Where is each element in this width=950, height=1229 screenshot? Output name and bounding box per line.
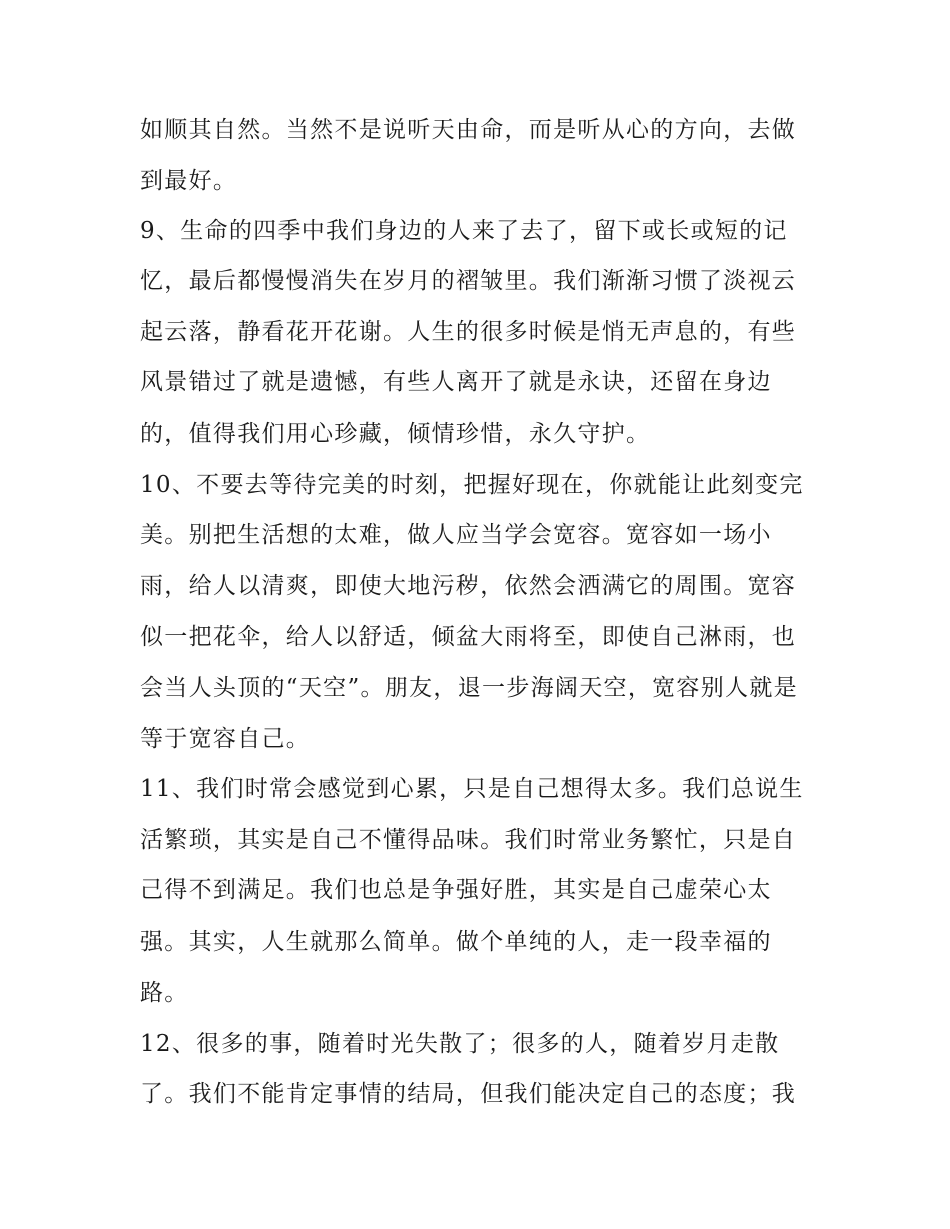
text-line: 了。我们不能肯定事情的结局，但我们能决定自己的态度；我 xyxy=(140,1081,797,1107)
text-line: 强。其实，人生就那么简单。做个单纯的人，走一段幸福的 xyxy=(140,929,772,955)
text-line: 会当人头顶的“天空”。朋友，退一步海阔天空，宽容别人就是 xyxy=(140,675,798,701)
text-line: 起云落，静看花开花谢。人生的很多时候是悄无声息的，有些 xyxy=(140,319,797,345)
text-line: 美。别把生活想的太难，做人应当学会宽容。宽容如一场小 xyxy=(140,522,772,548)
text-line: 路。 xyxy=(140,980,189,1006)
text-line: 雨，给人以清爽，即使大地污秽，依然会洒满它的周围。宽容 xyxy=(140,573,797,599)
text-line: 12、很多的事，随着时光失散了；很多的人，随着岁月走散 xyxy=(140,1031,780,1057)
text-line: 9、生命的四季中我们身边的人来了去了，留下或长或短的记 xyxy=(140,218,788,244)
text-line: 11、我们时常会感觉到心累，只是自己想得太多。我们总说生 xyxy=(140,776,804,802)
text-line: 忆，最后都慢慢消失在岁月的褶皱里。我们渐渐习惯了淡视云 xyxy=(140,268,797,294)
text-line: 如顺其自然。当然不是说听天由命，而是听从心的方向，去做 xyxy=(140,117,797,143)
text-line: 到最好。 xyxy=(140,168,238,194)
text-line: 风景错过了就是遗憾，有些人离开了就是永诀，还留在身边 xyxy=(140,369,772,395)
text-line: 等于宽容自己。 xyxy=(140,726,311,752)
text-line: 己得不到满足。我们也总是争强好胜，其实是自己虚荣心太 xyxy=(140,877,772,903)
text-line: 活繁琐，其实是自己不懂得品味。我们时常业务繁忙，只是自 xyxy=(140,827,797,853)
text-line: 似一把花伞，给人以舒适，倾盆大雨将至，即使自己淋雨，也 xyxy=(140,624,797,650)
text-line: 10、不要去等待完美的时刻，把握好现在，你就能让此刻变完 xyxy=(140,472,804,498)
text-line: 的，值得我们用心珍藏，倾情珍惜，永久守护。 xyxy=(140,421,651,447)
